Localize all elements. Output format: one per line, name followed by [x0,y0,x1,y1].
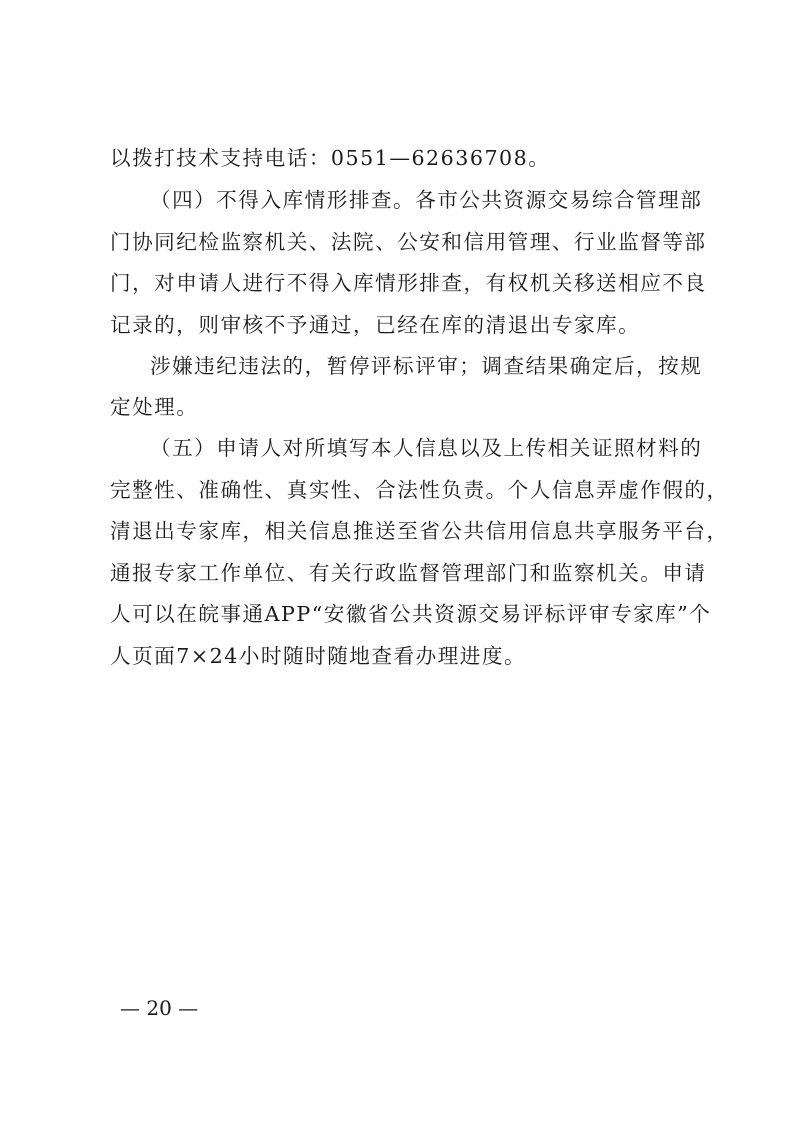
page-number: — 20 — [120,996,199,1020]
text-line: 清退出专家库，相关信息推送至省公共信用信息共享服务平台， [110,519,729,543]
text-line: （四）不得入库情形排查。各市公共资源交易综合管理部 [150,188,703,212]
text-line: 通报专家工作单位、有关行政监督管理部门和监察机关。申请 [110,561,707,585]
text-line: 人可以在皖事通APP“安徽省公共资源交易评标评审专家库”个 [110,602,712,626]
text-line: 以拨打技术支持电话：0551—62636708。 [110,146,551,170]
text-line: 门，对申请人进行不得入库情形排查，有权机关移送相应不良 [110,271,707,295]
text-line: 完整性、准确性、真实性、合法性负责。个人信息弄虚作假的， [110,478,729,502]
text-line: 定处理。 [110,395,199,419]
text-line: 门协同纪检监察机关、法院、公安和信用管理、行业监督等部 [110,230,707,254]
text-line: 涉嫌违纪违法的，暂停评标评审；调查结果确定后，按规 [150,354,703,378]
text-line: 记录的，则审核不予通过，已经在库的清退出专家库。 [110,313,641,337]
text-line: 人页面7×24小时随时随地查看办理进度。 [110,644,527,668]
text-line: （五）申请人对所填写本人信息以及上传相关证照材料的 [150,436,703,460]
